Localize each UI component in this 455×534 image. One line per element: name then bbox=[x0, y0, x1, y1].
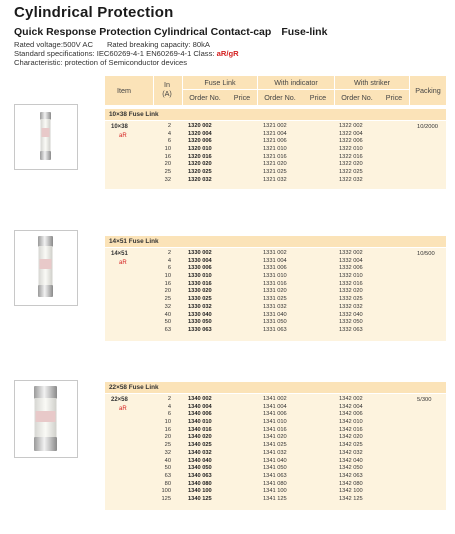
table-row: 80 1340 080 1341 080 1342 080 bbox=[164, 480, 363, 487]
col-group-fuse-link: Fuse Link bbox=[204, 78, 236, 87]
size-label: 22×58 bbox=[111, 397, 128, 403]
table-row: 32 1340 032 1341 032 1342 032 bbox=[164, 449, 363, 456]
page-title: Cylindrical Protection bbox=[14, 4, 174, 21]
col-indicator-price: Price bbox=[309, 93, 327, 102]
spec-line-standards bbox=[14, 49, 239, 58]
table-row: 10 1330 010 1331 010 1332 010 bbox=[164, 273, 363, 280]
table-row: 4 1330 004 1331 004 1332 004 bbox=[167, 257, 363, 264]
table-row: 25 1340 025 1341 025 1342 025 bbox=[164, 442, 363, 449]
table-row: 25 1320 025 1321 025 1322 025 bbox=[164, 169, 363, 176]
col-striker-price: Price bbox=[385, 93, 403, 102]
table-row: 50 1330 050 1331 050 1332 050 bbox=[164, 319, 363, 326]
fuse-photo-10x38 bbox=[14, 104, 78, 170]
product-subtitle bbox=[14, 26, 327, 38]
table-row: 25 1330 025 1331 025 1332 025 bbox=[164, 296, 363, 303]
price-table-header bbox=[105, 76, 446, 105]
table-row: 125 1340 125 1341 125 1342 125 bbox=[161, 495, 363, 502]
rows-10x38 bbox=[105, 123, 446, 185]
table-row: 4 1320 004 1321 004 1322 004 bbox=[167, 130, 363, 137]
table-row: 16 1330 016 1331 016 1332 016 bbox=[164, 280, 363, 287]
packing-value: 10/2000 bbox=[417, 124, 438, 130]
fuse-photo-22x58 bbox=[14, 380, 78, 458]
table-row: 40 1330 040 1331 040 1332 040 bbox=[164, 311, 363, 318]
table-row: 100 1340 100 1341 100 1342 100 bbox=[161, 488, 363, 495]
table-row: 50 1340 050 1341 050 1342 050 bbox=[164, 465, 363, 472]
rows-14x51 bbox=[105, 250, 446, 335]
table-row: 40 1340 040 1341 040 1342 040 bbox=[164, 457, 363, 464]
col-indicator-order-no: Order No. bbox=[264, 93, 296, 102]
col-in-unit: (A) bbox=[162, 89, 172, 98]
table-row: 10 1320 010 1321 010 1322 010 bbox=[164, 146, 363, 153]
subtitle-type: Fuse-link bbox=[281, 26, 328, 38]
table-row: 63 1340 063 1341 063 1342 063 bbox=[164, 472, 363, 479]
table-row: 6 1330 006 1331 006 1332 006 bbox=[167, 265, 363, 272]
rated-voltage: Rated voltage:500V AC bbox=[14, 40, 93, 49]
table-row: 2 1330 002 1331 002 1332 002 bbox=[167, 250, 363, 256]
class-label: aR bbox=[119, 133, 127, 139]
class-label: aR bbox=[119, 406, 127, 412]
class-label: aR bbox=[119, 260, 127, 266]
table-row: 6 1320 006 1321 006 1322 006 bbox=[167, 138, 363, 145]
col-in: In bbox=[164, 80, 170, 89]
fuse-10x38-image bbox=[15, 105, 77, 169]
fuse-photo-14x51 bbox=[14, 230, 78, 306]
col-packing: Packing bbox=[415, 86, 441, 95]
spec-line-ratings bbox=[14, 40, 210, 49]
packing-value: 5/300 bbox=[417, 397, 432, 403]
col-group-with-striker: With striker bbox=[354, 78, 390, 87]
table-row: 6 1340 006 1341 006 1342 006 bbox=[167, 411, 363, 418]
table-row: 2 1340 002 1341 002 1342 002 bbox=[167, 396, 363, 402]
section-band-10x38: 10×38 Fuse Link bbox=[105, 109, 446, 120]
col-fuse-order-no: Order No. bbox=[189, 93, 221, 102]
spec-line-characteristic: Characteristic: protection of Semiconductor devices bbox=[14, 58, 188, 67]
table-row: 16 1320 016 1321 016 1322 016 bbox=[164, 153, 363, 160]
col-fuse-price: Price bbox=[233, 93, 251, 102]
table-row: 2 1320 002 1321 002 1322 002 bbox=[167, 123, 363, 129]
section-block-14x51 bbox=[105, 248, 446, 341]
rows-22x58 bbox=[105, 396, 446, 504]
size-label: 10×38 bbox=[111, 124, 128, 130]
table-row: 20 1320 020 1321 020 1322 020 bbox=[164, 161, 363, 168]
table-row: 20 1340 020 1341 020 1342 020 bbox=[164, 434, 363, 441]
subtitle-main: Quick Response Protection Cylindrical Contact-cap bbox=[14, 26, 272, 38]
table-row: 63 1330 063 1331 063 1332 063 bbox=[164, 326, 363, 333]
section-band-22x58: 22×58 Fuse Link bbox=[105, 382, 446, 393]
table-row: 4 1340 004 1341 004 1342 004 bbox=[167, 403, 363, 410]
col-group-with-indicator: With indicator bbox=[274, 78, 318, 87]
table-row: 16 1340 016 1341 016 1342 016 bbox=[164, 426, 363, 433]
col-item: Item bbox=[117, 86, 131, 95]
breaking-capacity: Rated breaking capacity: 80kA bbox=[106, 40, 210, 49]
table-row: 10 1340 010 1341 010 1342 010 bbox=[164, 419, 363, 426]
fuse-22x58-image bbox=[15, 381, 77, 457]
section-block-22x58 bbox=[105, 394, 446, 510]
standards-text: Standard specifications: IEC60269-4-1 EN60269-4-1 Class: bbox=[14, 49, 215, 58]
fuse-14x51-image bbox=[15, 231, 77, 305]
table-row: 32 1330 032 1331 032 1332 032 bbox=[164, 303, 363, 310]
class-value: aR/gR bbox=[216, 49, 239, 58]
packing-value: 10/500 bbox=[417, 251, 435, 257]
table-row: 32 1320 032 1321 032 1322 032 bbox=[164, 176, 363, 183]
size-label: 14×51 bbox=[111, 251, 128, 257]
section-block-10x38 bbox=[105, 121, 446, 189]
section-band-14x51: 14×51 Fuse Link bbox=[105, 236, 446, 247]
col-striker-order-no: Order No. bbox=[341, 93, 373, 102]
table-row: 20 1330 020 1331 020 1332 020 bbox=[164, 288, 363, 295]
